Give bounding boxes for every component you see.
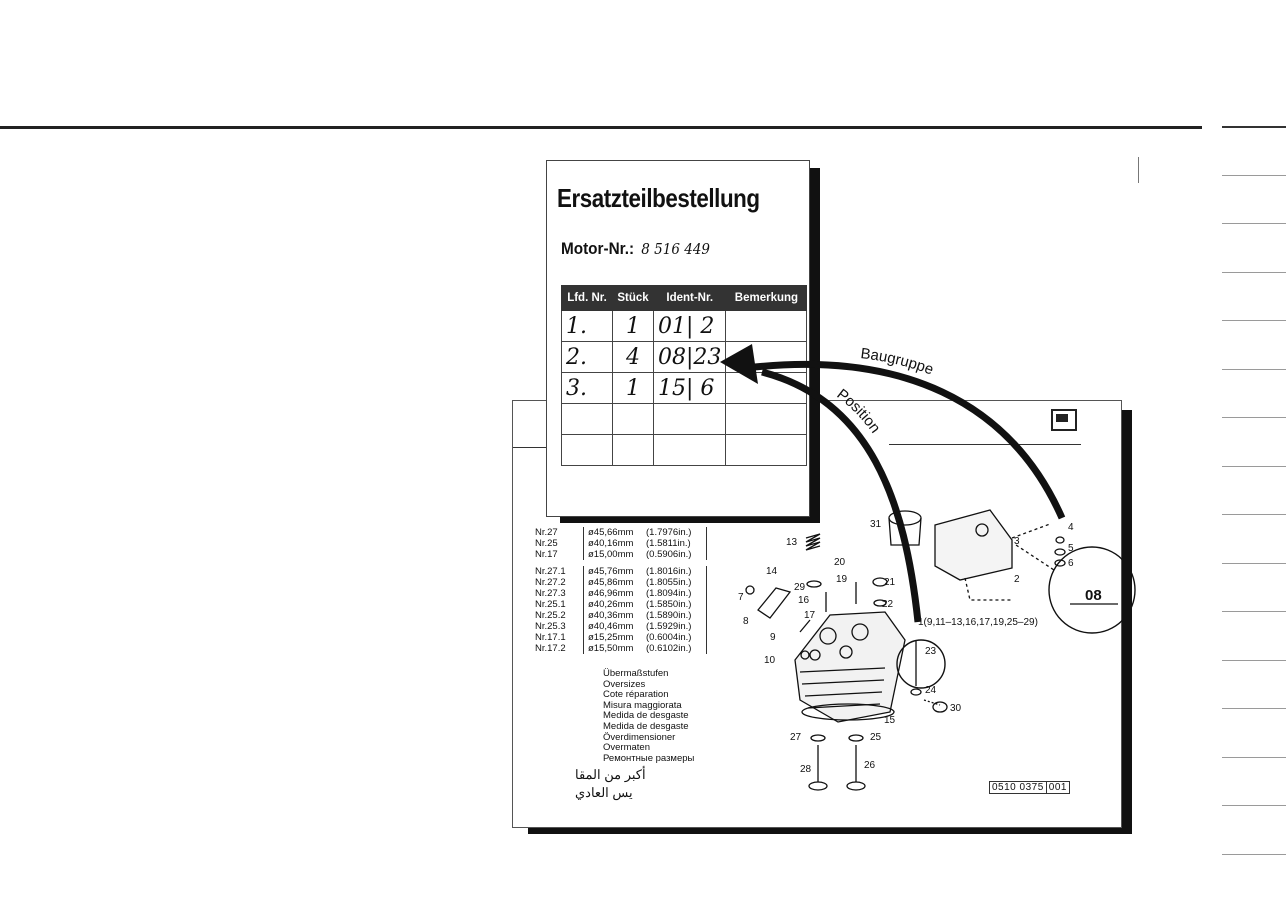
arrow-head-icon	[720, 344, 758, 384]
callout-label: 20	[834, 557, 846, 568]
size-in: (1.5890in.)	[646, 610, 707, 621]
part-number-suffix: 001	[1048, 782, 1067, 793]
size-nr: Nr.17.2	[535, 643, 566, 654]
callout-label: 23	[925, 646, 937, 657]
callout-label: 8	[743, 616, 749, 627]
callout-label: 7	[738, 592, 744, 603]
callout-label: 14	[766, 566, 778, 577]
callout-label: 29	[794, 582, 806, 593]
size-in: (0.6102in.)	[646, 643, 707, 654]
callout-label: 25	[870, 732, 882, 743]
callout-label: 21	[884, 577, 896, 588]
motor-label: Motor-Nr.:	[561, 239, 635, 258]
size-mm: ø45,66mm	[583, 527, 646, 538]
position-arrow	[762, 372, 918, 622]
cell-lfd: 2.	[562, 342, 613, 373]
cell-lfd: 3.	[562, 373, 613, 404]
size-mm: ø45,86mm	[583, 577, 646, 588]
oversize-label: Misura maggiorata	[603, 699, 682, 711]
size-nr: Nr.27	[535, 527, 558, 538]
size-in: (1.8055in.)	[646, 577, 707, 588]
cell-ident: 08|23	[654, 342, 726, 373]
size-mm: ø40,26mm	[583, 599, 646, 610]
callout-label: 26	[864, 760, 876, 771]
column-header: Stück	[613, 286, 654, 311]
callout-label: 27	[790, 732, 802, 743]
assembly-code: 08	[1085, 587, 1102, 604]
arabic-label: أكبر من المقا	[575, 767, 646, 782]
size-in: (1.8094in.)	[646, 588, 707, 599]
size-nr: Nr.27.2	[535, 577, 566, 588]
cell-ident: 01| 2	[654, 311, 726, 342]
callout-label: 2	[1014, 574, 1020, 585]
oversize-label: Medida de desgaste	[603, 720, 689, 732]
size-nr: Nr.25.2	[535, 610, 566, 621]
callout-label: 24	[925, 685, 937, 696]
size-nr: Nr.17	[535, 549, 558, 560]
size-mm: ø46,96mm	[583, 588, 646, 599]
size-in: (1.5850in.)	[646, 599, 707, 610]
callout-label: 9	[770, 632, 776, 643]
position-arrow-text: Position	[833, 385, 884, 437]
part-number-main: 0510 0375	[992, 782, 1044, 793]
size-mm: ø40,16mm	[583, 538, 646, 549]
callout-label: 15	[884, 715, 896, 726]
column-header: Lfd. Nr.	[562, 286, 613, 311]
size-in: (0.6004in.)	[646, 632, 707, 643]
callout-label: 3	[1014, 536, 1020, 547]
assembly-arrow	[746, 364, 1062, 518]
size-nr: Nr.27.3	[535, 588, 566, 599]
size-nr: Nr.25.1	[535, 599, 566, 610]
cell-lfd: 1.	[562, 311, 613, 342]
oversize-label: Överdimensioner	[603, 731, 676, 743]
size-mm: ø45,76mm	[583, 566, 646, 577]
oversize-label: Medida de desgaste	[603, 710, 689, 722]
form-title: Ersatzteilbestellung	[557, 183, 760, 213]
size-nr: Nr.25.3	[535, 621, 566, 632]
callout-label: 10	[764, 655, 776, 666]
callout-label: 19	[836, 574, 848, 585]
cell-ident: 15| 6	[654, 373, 726, 404]
callout-label: 31	[870, 519, 882, 530]
size-mm: ø40,36mm	[583, 610, 646, 621]
callout-label: 13	[786, 537, 798, 548]
size-nr: Nr.17.1	[535, 632, 566, 643]
cell-stueck: 1	[613, 311, 654, 342]
size-mm: ø15,50mm	[583, 643, 646, 654]
callout-label: 5	[1068, 543, 1074, 554]
size-in: (1.7976in.)	[646, 527, 707, 538]
callout-label: 16	[798, 595, 810, 606]
size-nr: Nr.25	[535, 538, 558, 549]
cell-stueck: 1	[613, 373, 654, 404]
size-in: (1.5929in.)	[646, 621, 707, 632]
callout-label: 6	[1068, 558, 1074, 569]
size-mm: ø40,46mm	[583, 621, 646, 632]
column-header: Bemerkung	[726, 286, 807, 311]
callout-label: 17	[804, 610, 816, 621]
size-mm: ø15,00mm	[583, 549, 646, 560]
oversize-label: Cote réparation	[603, 689, 669, 701]
oversize-label: Ремонтные размеры	[603, 752, 695, 764]
callout-label: 28	[800, 764, 812, 775]
assembly-arrow-text: Baugruppe	[859, 345, 936, 379]
size-mm: ø15,25mm	[583, 632, 646, 643]
oversize-label: Übermaßstufen	[603, 668, 669, 679]
size-in: (1.8016in.)	[646, 566, 707, 577]
callout-label: 30	[950, 703, 962, 714]
size-in: (1.5811in.)	[646, 538, 707, 549]
oversize-label: Oversizes	[603, 678, 646, 690]
callout-range: 1(9,11–13,16,17,19,25–29)	[918, 617, 1038, 628]
cell-stueck: 4	[613, 342, 654, 373]
size-nr: Nr.27.1	[535, 566, 566, 577]
oversize-label: Overmaten	[603, 742, 650, 754]
arabic-label: يس العادي	[575, 785, 633, 800]
motor-number: 8 516 449	[641, 240, 711, 258]
callout-label: 4	[1068, 522, 1074, 533]
column-header: Ident-Nr.	[654, 286, 726, 311]
size-in: (0.5906in.)	[646, 549, 707, 560]
callout-label: 22	[882, 599, 894, 610]
